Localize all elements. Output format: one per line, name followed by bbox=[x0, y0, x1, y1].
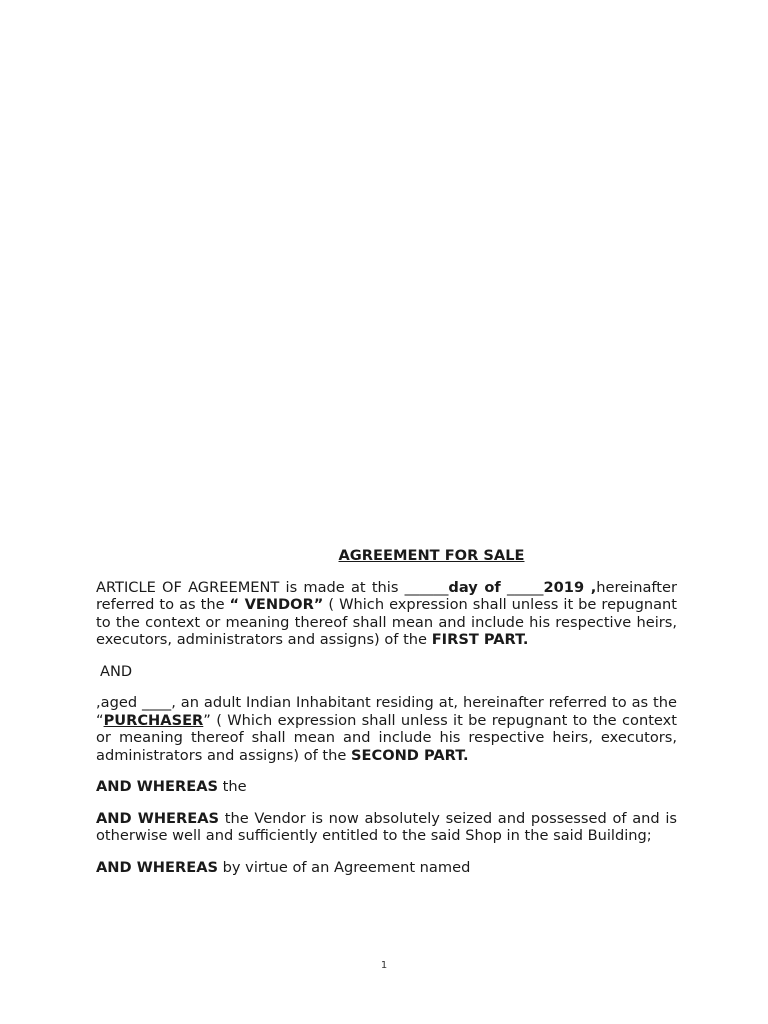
text-run: ( Which expression shall unless it be repugnant to the context or meaning thereof shall mean and include his respective heirs, executors, administrators and assigns) of the bbox=[96, 596, 677, 648]
and-separator: AND bbox=[100, 662, 133, 680]
text-run: hereinafter referred to as the bbox=[96, 578, 677, 613]
paragraph-whereas-2 bbox=[96, 810, 677, 845]
text-run: the Vendor is now absolutely seized and possessed of and is otherwise well and sufficiently entitled to the said Shop in the said Building; bbox=[96, 809, 677, 844]
page-number: 1 bbox=[380, 960, 388, 971]
text-run: ,aged ____, an adult Indian Inhabitant residing at, hereinafter referred to as the “ bbox=[96, 694, 677, 729]
text-run: the bbox=[218, 778, 247, 795]
vendor-label: “ VENDOR” bbox=[229, 596, 324, 613]
first-part-label: FIRST PART. bbox=[431, 631, 529, 648]
whereas-label: AND WHEREAS bbox=[96, 809, 220, 827]
paragraph-purchaser bbox=[96, 694, 677, 764]
document-title: AGREEMENT FOR SALE bbox=[338, 547, 525, 564]
text-run: ARTICLE OF AGREEMENT is made at this ______ bbox=[96, 578, 449, 596]
second-part-label: SECOND PART. bbox=[351, 746, 469, 764]
paragraph-whereas-1 bbox=[96, 778, 677, 796]
document-body bbox=[96, 547, 677, 890]
text-run: _____ bbox=[500, 578, 544, 596]
whereas-label: AND WHEREAS bbox=[96, 858, 218, 876]
purchaser-label: PURCHASER bbox=[103, 711, 204, 729]
text-run: ” ( Which expression shall unless it be repugnant to the context or meaning thereof shall mean and include his respective heirs, executors, administrators and assigns) of the bbox=[96, 711, 677, 764]
whereas-label: AND WHEREAS bbox=[96, 778, 218, 795]
bold-run: 2019 , bbox=[543, 578, 597, 596]
text-run: by virtue of an Agreement named bbox=[218, 858, 471, 876]
paragraph-vendor bbox=[96, 579, 677, 649]
bold-run: day of bbox=[448, 578, 501, 596]
paragraph-whereas-3 bbox=[96, 859, 677, 877]
